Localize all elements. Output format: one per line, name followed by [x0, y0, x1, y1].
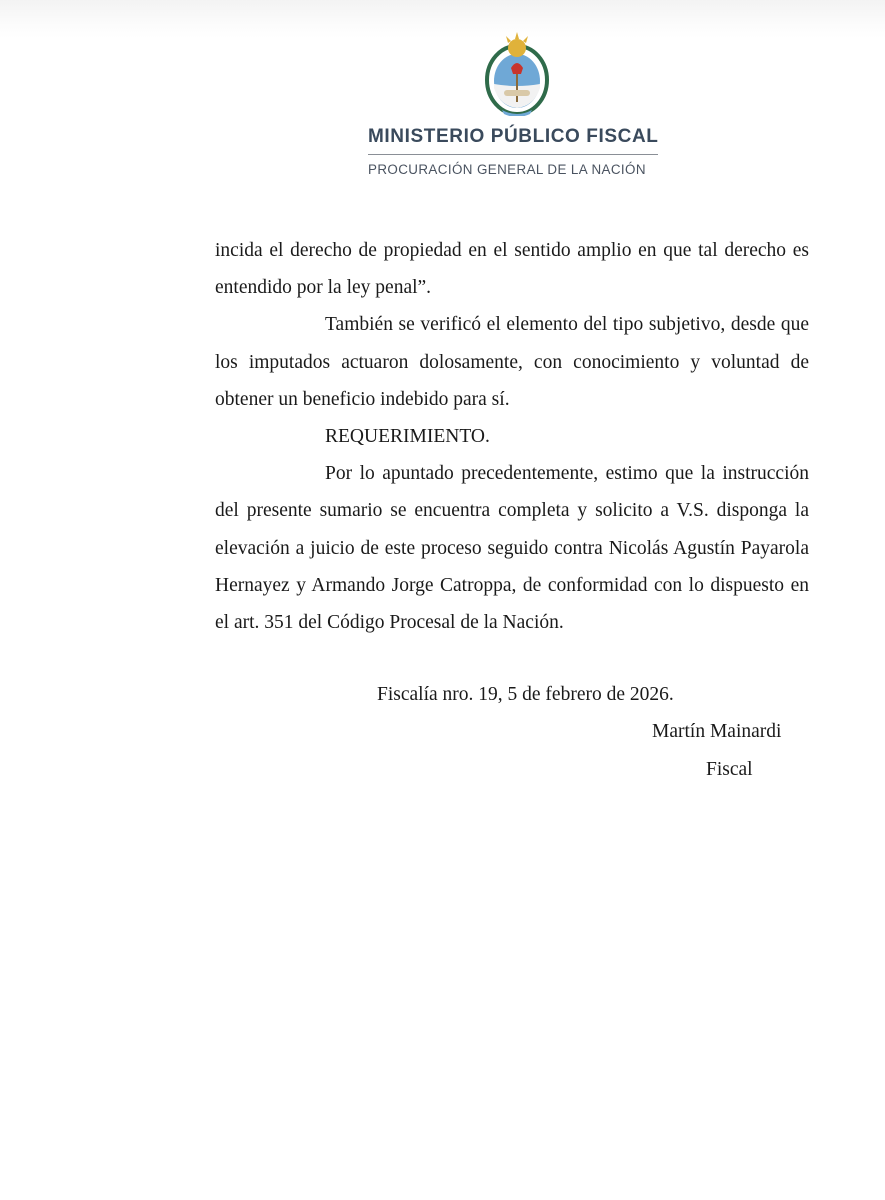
org-subtitle: PROCURACIÓN GENERAL DE LA NACIÓN [368, 162, 646, 177]
paragraph-continuation: incida el derecho de propiedad en el sentido amplio en que tal derecho es entendido por la ley penal”. [215, 240, 809, 299]
place-date-line: Fiscalía nro. 19, 5 de febrero de 2026. [377, 684, 674, 705]
paragraph-requerimiento: Por lo apuntado precedentemente, estimo que la instrucción del presente sumario se encuentra completa y solicito a V.S. disponga la elevación a juicio de este proceso seguido contra Nicolás Agustín Payarola Hernayez y Armando Jorge Catroppa, de conformidad con lo dispuesto en el art. 351 del Código Procesal de la Nación. [215, 463, 809, 634]
letterhead-divider [368, 154, 658, 155]
signer-title: Fiscal [706, 759, 753, 780]
scan-top-edge [0, 0, 885, 38]
paragraph-subjective-element: También se verificó el elemento del tipo subjetivo, desde que los imputados actuaron dolosamente, con conocimiento y voluntad de obtener un beneficio indebido para sí. [215, 314, 809, 410]
signer-name: Martín Mainardi [652, 721, 782, 742]
org-name: MINISTERIO PÚBLICO FISCAL [368, 126, 659, 147]
document-body [215, 232, 809, 641]
section-heading-requerimiento: REQUERIMIENTO. [325, 426, 490, 448]
argentina-coat-of-arms-icon [484, 26, 550, 116]
